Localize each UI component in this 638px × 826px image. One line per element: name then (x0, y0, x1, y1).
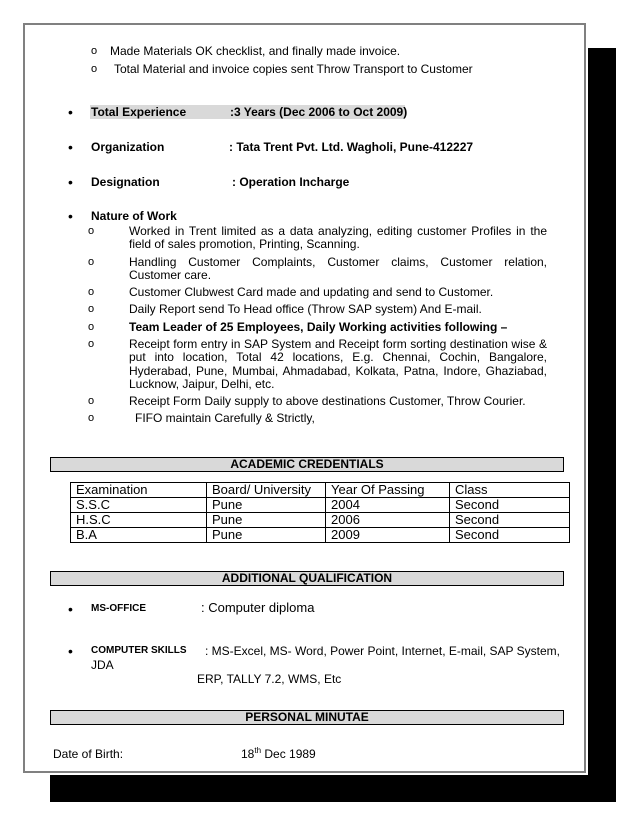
table-cell: 2009 (326, 528, 450, 543)
table-cell: 2006 (326, 513, 450, 528)
designation-label: Designation (91, 175, 160, 189)
list-bullet: o (88, 337, 95, 350)
top-list-item: Made Materials OK checklist, and finally made invoice. (110, 44, 401, 58)
table-cell: B.A (71, 528, 207, 543)
designation-value: : Operation Incharge (232, 175, 350, 189)
list-bullet: o (88, 255, 95, 268)
list-bullet: • (68, 208, 73, 224)
organization-value: : Tata Trent Pvt. Ltd. Wagholi, Pune-412227 (229, 140, 474, 154)
table-row (71, 528, 570, 543)
experience-label: Total Experience (91, 105, 187, 119)
list-bullet: o (88, 320, 95, 333)
table-cell: Pune (207, 498, 326, 513)
additional-heading: ADDITIONAL QUALIFICATION (50, 571, 564, 586)
personal-heading: PERSONAL MINUTAE (50, 710, 564, 725)
list-item: o Daily Report send To Head office (Throw SAP system) And E-mail. (88, 302, 482, 317)
list-bullet: • (68, 601, 73, 617)
table-row (71, 498, 570, 513)
nature-label: Nature of Work (91, 209, 177, 223)
table-header-cell: Board/ University (207, 483, 326, 498)
list-bullet: • (68, 643, 73, 659)
ms-office-label: MS-OFFICE (91, 603, 146, 614)
dob-value: 18th Dec 1989 (241, 746, 316, 761)
table-cell: Second (450, 498, 570, 513)
list-bullet: o (91, 45, 98, 57)
list-item: o Receipt form entry in SAP System and Receipt form sorting destination wise & put into location, Total 42 locations, E.g. Chennai, Cochin, Bangalore, Hyderabad, Pune, Mumbai, Ahmadabad, Kolkata, Patna, Indore, Ghaziabad, Lucknow, Jaipur, Delhi, etc. (88, 336, 547, 392)
ms-office-value: : Computer diploma (201, 600, 315, 615)
organization-label: Organization (91, 140, 165, 154)
nature-of-work-list (88, 225, 547, 430)
list-bullet: o (88, 303, 95, 316)
resume-page (23, 23, 586, 773)
table-header-cell: Year Of Passing (326, 483, 450, 498)
list-item: o Handling Customer Complaints, Customer claims, Customer relation, Customer care. (88, 254, 547, 283)
computer-skills-value: : MS-Excel, MS- Word, Power Point, Internet, E-mail, SAP System, (205, 644, 560, 658)
list-bullet: o (88, 225, 95, 237)
list-item: o FIFO maintain Carefully & Strictly, (88, 411, 315, 426)
list-item: o Receipt Form Daily supply to above destinations Customer, Throw Courier. (88, 394, 526, 409)
table-cell: 2004 (326, 498, 450, 513)
list-bullet: o (91, 63, 98, 75)
list-bullet: o (88, 286, 95, 299)
table-cell: H.S.C (71, 513, 207, 528)
list-bullet: • (68, 104, 73, 120)
table-header-cell: Examination (71, 483, 207, 498)
list-item: o Worked in Trent limited as a data analyzing, editing customer Profiles in the field of sales promotion, Printing, Scanning. (88, 224, 547, 252)
table-row (71, 513, 570, 528)
page-shadow-right (588, 48, 616, 802)
academic-table (70, 482, 570, 543)
table-cell: Pune (207, 513, 326, 528)
list-bullet: • (68, 139, 73, 155)
dob-label: Date of Birth: (53, 747, 124, 761)
table-cell: Pune (207, 528, 326, 543)
table-cell: Second (450, 528, 570, 543)
list-bullet: o (88, 395, 95, 408)
table-header-row (71, 483, 570, 498)
top-list-item: Total Material and invoice copies sent Throw Transport to Customer (114, 62, 473, 76)
list-bullet: o (88, 412, 95, 425)
table-cell: Second (450, 513, 570, 528)
list-bullet: • (68, 174, 73, 190)
computer-skills-value-2: JDA (91, 658, 114, 672)
computer-skills-label: COMPUTER SKILLS (91, 645, 187, 656)
list-item: o Customer Clubwest Card made and updating and send to Customer. (88, 285, 494, 300)
list-item: o Team Leader of 25 Employees, Daily Working activities following – (88, 319, 508, 334)
experience-value: :3 Years (Dec 2006 to Oct 2009) (230, 105, 408, 119)
academic-heading: ACADEMIC CREDENTIALS (50, 457, 564, 472)
table-header-cell: Class (450, 483, 570, 498)
table-cell: S.S.C (71, 498, 207, 513)
computer-skills-value-3: ERP, TALLY 7.2, WMS, Etc (197, 672, 342, 686)
page-shadow-bottom (50, 775, 616, 802)
